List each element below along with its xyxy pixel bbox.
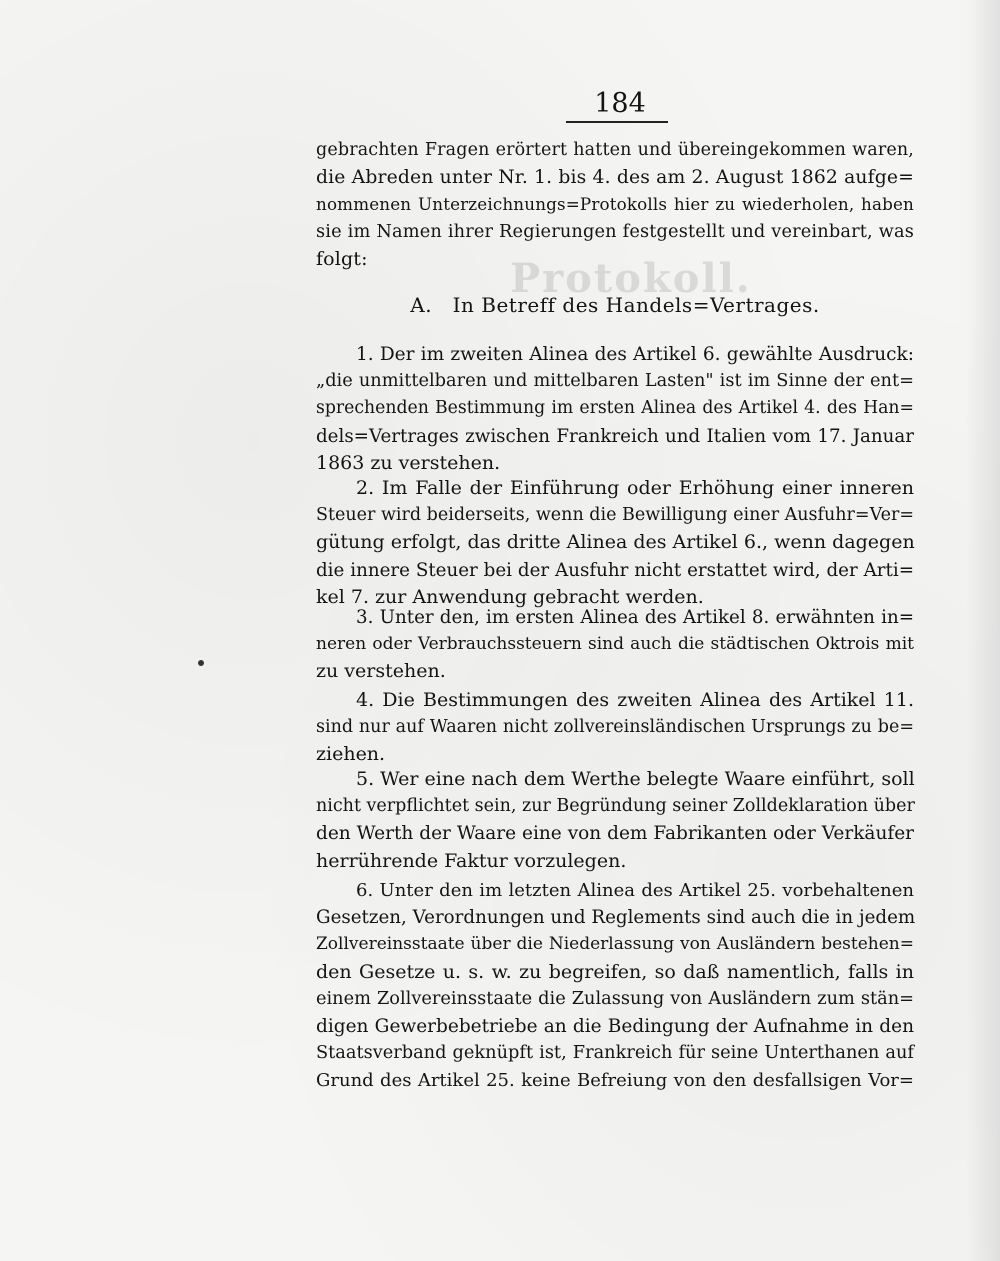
- text-line: die innere Steuer bei der Ausfuhr nicht erstattet wird, der Arti=: [316, 559, 914, 581]
- text-line: nicht verpflichtet sein, zur Begründung seiner Zolldeklaration über: [316, 796, 915, 817]
- text-line: den Werth der Waare eine von dem Fabrikanten oder Verkäufer: [316, 823, 914, 845]
- text-line: sie im Namen ihrer Regierungen festgestellt und vereinbart, was: [316, 221, 914, 242]
- text-line: nommenen Unterzeichnungs=Protokolls hier zu wiederholen, haben: [316, 194, 914, 215]
- section-heading: A. In Betreff des Handels=Vertrages.: [410, 293, 820, 317]
- text-line: neren oder Verbrauchssteuern sind auch die städtischen Oktrois mit: [316, 634, 914, 655]
- text-line: sprechenden Bestimmung im ersten Alinea des Artikel 4. des Han=: [316, 398, 914, 419]
- text-line: 5. Wer eine nach dem Werthe belegte Waare einführt, soll: [356, 768, 915, 790]
- article-item-1: [316, 341, 914, 477]
- text-line: den Gesetze u. s. w. zu begreifen, so daß namentlich, falls in: [316, 960, 914, 983]
- text-line: 3. Unter den, im ersten Alinea des Artikel 8. erwähnten in=: [356, 607, 914, 628]
- ink-spot: [198, 660, 204, 666]
- text-line: 1863 zu verstehen.: [316, 451, 501, 474]
- text-line: gütung erfolgt, das dritte Alinea des Artikel 6., wenn dagegen: [316, 531, 915, 554]
- text-line: zu verstehen.: [316, 660, 446, 683]
- text-line: dels=Vertrages zwischen Frankreich und Italien vom 17. Januar: [316, 425, 914, 447]
- article-item-5: [316, 766, 914, 875]
- text-line: die Abreden unter Nr. 1. bis 4. des am 2. August 1862 aufge=: [316, 167, 914, 189]
- article-item-3: [316, 604, 914, 686]
- text-line: 6. Unter den im letzten Alinea des Artikel 25. vorbehaltenen: [356, 880, 914, 901]
- text-line: Steuer wird beiderseits, wenn die Bewilligung einer Ausfuhr=Ver=: [316, 505, 914, 526]
- text-line: gebrachten Fragen erörtert hatten und übereingekommen waren,: [316, 140, 914, 160]
- text-line: einem Zollvereinsstaate die Zulassung von Ausländern zum stän=: [316, 988, 914, 1009]
- text-line: folgt:: [316, 247, 368, 270]
- article-item-6: [316, 877, 914, 1095]
- page-edge-shadow: [966, 0, 1000, 1261]
- text-line: Grund des Artikel 25. keine Befreiung von den desfallsigen Vor=: [316, 1070, 914, 1092]
- show-through-artifact: Protokoll.: [510, 255, 752, 302]
- text-line: digen Gewerbebetriebe an die Bedingung der Aufnahme in den: [316, 1015, 914, 1037]
- text-line: 4. Die Bestimmungen des zweiten Alinea des Artikel 11.: [356, 689, 914, 711]
- text-line: „die unmittelbaren und mittelbaren Lasten" ist im Sinne der ent=: [316, 371, 914, 392]
- text-line: 1. Der im zweiten Alinea des Artikel 6. gewählte Ausdruck:: [356, 344, 914, 365]
- article-item-4: [316, 687, 914, 769]
- text-line: kel 7. zur Anwendung gebracht werden.: [316, 585, 704, 608]
- text-line: Zollvereinsstaate über die Niederlassung von Ausländern bestehen=: [316, 934, 914, 955]
- text-line: sind nur auf Waaren nicht zollvereinsländischen Ursprungs zu be=: [316, 717, 914, 738]
- text-line: ziehen.: [316, 743, 386, 766]
- article-item-2: [316, 475, 914, 611]
- text-line: Staatsverband geknüpft ist, Frankreich für seine Unterthanen auf: [316, 1043, 914, 1064]
- page-number-rule: [566, 121, 668, 123]
- intro-paragraph: [316, 137, 914, 273]
- page-number: 184: [594, 88, 646, 119]
- text-line: 2. Im Falle der Einführung oder Erhöhung einer inneren: [356, 477, 914, 499]
- text-line: Gesetzen, Verordnungen und Reglements sind auch die in jedem: [316, 907, 916, 929]
- text-line: herrührende Faktur vorzulegen.: [316, 849, 627, 872]
